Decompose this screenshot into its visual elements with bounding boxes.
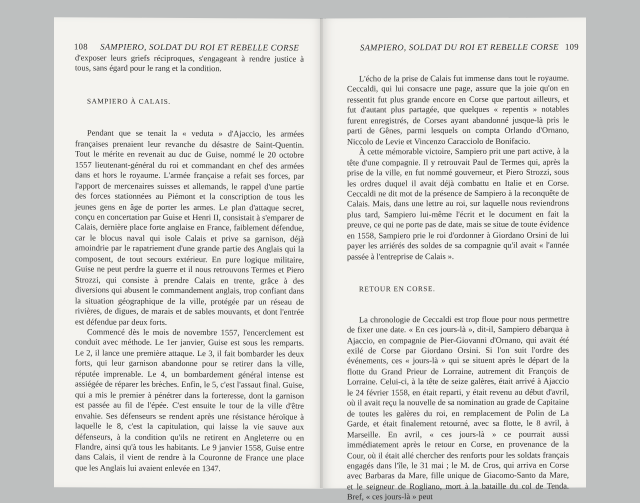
opening-paragraph: d'exposer leurs griefs réciproques, s'engageant à rendre justice à tous, sans égard pour le rang et la condition. [75,53,304,74]
left-page-header [74,41,299,52]
right-page-header [360,41,579,53]
page-number: 109 [565,41,579,52]
paragraph: La chronologie de Ceccaldi est trop floue pour nous permettre de fixer une date. « En ces jours-là », dit-il, Sampiero débarqua à Ajaccio, en compagnie de Pier-Giovanni d'Ornano, qui avait été exilé de Corse par Giordano Orsini. Si l'on suit l'ordre des événements, ces « jours-là » qui se situent après le départ de la flotte du Grand Prieur de Lorraine, autrement dit François de Lorraine. Celui-ci, à la tête de seize galères, était arrivé à Ajaccio le 24 février 1558, en était reparti, y était revenu au début d'avril, où il avait reçu la nouvelle de sa nomination au grade de Capitaine de toutes les galères du roi, en remplacement de Polin de La Garde, et était finalement retourné, avec sa flotte, le 8 avril, à Marseille. En avril, « ces jours-là » ce pourrait aussi immédiatement après le retour en Corse, en provenance de la Cour, où il était allé chercher des renforts pour les soldats français engagés dans l'île, le 31 mai ; le M. de Cros, qui arriva en Corse avec Barbaras da Mare, fille unique de Giacomo-Santo da Mare, et le seigneur de Rogliano, mort à la bataille du col de Tenda. Bref, « ces jours-là » peut [347,314,569,502]
paragraph: Commencé dès le mois de novembre 1557, l'encerclement est conduit avec méthode. Le 1er janvier, Guise est sous les remparts. Le 2, il lance une première attaque. Le 3, il fait bombarder les deux forts, qui leur garnison abandonne pour se retirer dans la ville, réputée imprenable. Le 4, un bombardement général intense est assiégée de réparer les brèches. Enfin, le 5, c'est l'assaut final. Guise, qui a mis le premier à pénétrer dans la forteresse, dont la garnison est passée au fil de l'épée. C'est ensuite le tour de la ville d'être envahie. Ses défenseurs se rendent après une résistance héroïque à laquelle le 8, c'est la capitulation, qui laisse la vie sauve aux défenseurs, à la condition qu'ils ne retirent en Angleterre ou en Flandre, ainsi qu'à tous les habitants. Le 9 janvier 1558, Guise entre dans Calais, il vient de rendre à la Couronne de France une place que les Anglais lui avaient enlevée en 1347. [75,327,304,474]
paragraph: L'écho de la prise de Calais fut immense dans tout le royaume. Ceccaldi, qui lui consacre une page, assure que la joie qu'on en ressentit fut plus grande encore en Corse que partout ailleurs, et fut d'autant plus partagée, que quelques « repentis » notables furent enregistrés, de Corses ayant abandonné jusque-là pris le parti de Gênes, parmi lesquels on compta Orlando d'Ornano, Niccolo de Levie et Vincenzo Caracciolo de Bonifacio. [347,73,569,147]
page-number: 108 [74,41,88,52]
section-heading: SAMPIERO À CALAIS. [87,97,171,106]
running-head: SAMPIERO, SOLDAT DU ROI ET REBELLE CORSE [100,41,299,53]
paragraph: Pendant que se tenait la « veduta » d'Ajaccio, les armées françaises prenaient leur revanche du désastre de Saint-Quentin. Tout le mérite en revenait au duc de Guise, nommé le 20 octobre 1557 lieutenant-général du roi et commandant en chef des armées dans et hors le royaume. L'armée française a refait ses forces, par l'apport de mercenaires suisses et allemands, le rappel d'une partie des forces stationnées au Piémont et la conscription de tous les jeunes gens en âge de porter les armes. Le plan d'attaque secret, conçu en concertation par Guise et Henri II, consistait à s'emparer de Calais, dernière place forte anglaise en France, faiblement défendue, car le blocus naval qui isole Calais et prive sa garnison, déjà amoindrie par le rapatriement d'une grande partie des Anglais qui la composent, de tout secours extérieur. En pure logique militaire, Guise ne peut perdre la guerre et il nous retrouvons Termes et Piero Strozzi, qui consiste à prendre Calais en trente, grâce à des diversions qui abusent le commandement anglais, trop confiant dans la situation géographique de la ville, protégée par un réseau de rivières, de digues, de marais et de sables mouvants, et dont l'entrée est défendue par deux forts. [75,128,304,327]
right-text-column [347,74,569,503]
left-text-column [75,53,304,475]
left-page [54,17,323,488]
section-heading: RETOUR EN CORSE. [359,285,436,294]
paragraph: À cette mémorable victoire, Sampiero prit une part active, à la tête d'une compagnie. Il y retrouvait Paul de Termes qui, après la prise de la ville, en fut nommé gouverneur, et Piero Strozzi, sous les ordres duquel il avait déjà combattu en Italie et en Corse. Ceccaldi ne dit mot de la présence de Sampiero à la reconquête de Calais. Mais, dans une lettre au roi, sur laquelle nous reviendrons plus tard, Sampiero lui-même l'écrit et le document en fait la preuve, ce qui ne porte pas de date, mais se situe de toute évidence en 1558, Sampiero prie le roi d'ordonner à Giordano Orsini de lui payer les arriérés des soldes de sa compagnie qu'il avait « l'année passée à l'entreprise de Calais ». [347,146,569,262]
right-page [323,18,586,502]
running-head: SAMPIERO, SOLDAT DU ROI ET REBELLE CORSE [360,41,559,53]
